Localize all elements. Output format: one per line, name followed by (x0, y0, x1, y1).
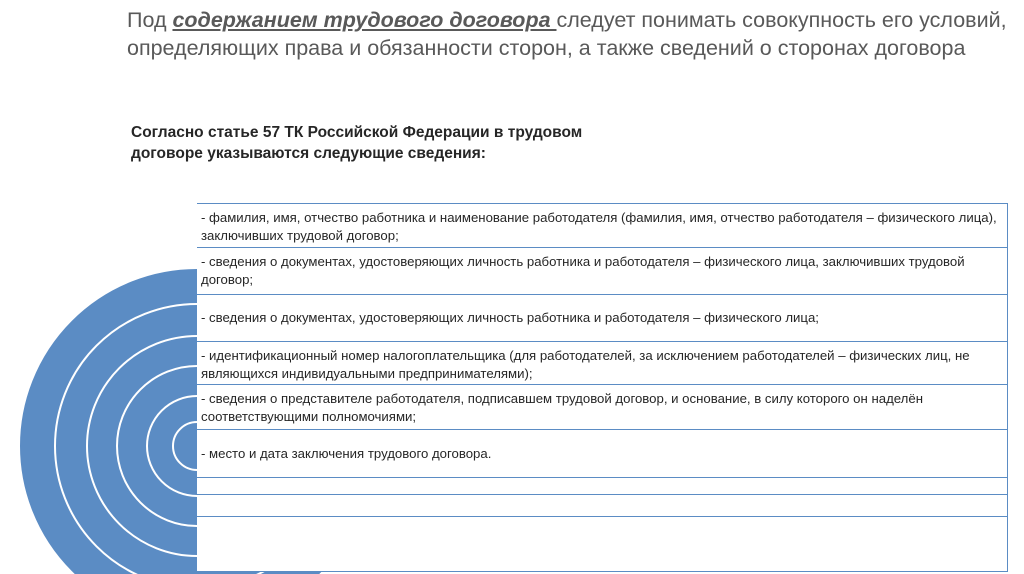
list-item (197, 341, 1008, 384)
item-text: - идентификационный номер налогоплательщика (для работодателей, за исключением работодателей – физических лиц, не являющихся индивидуальными предпринимателями); (201, 348, 970, 381)
title-prefix: Под (127, 8, 173, 32)
slide-subtitle: Согласно статье 57 ТК Российской Федерации в трудовом договоре указываются следующие сведения: (131, 124, 583, 162)
list-item (197, 477, 1008, 494)
item-text: - сведения о представителе работодателя, подписавшем трудовой договор, и основание, в силу которого он наделён соответствующими полномочиями; (201, 391, 923, 424)
title-emphasis: содержанием трудового договора (172, 8, 557, 32)
item-text: - место и дата заключения трудового договора. (201, 445, 492, 461)
item-text: - сведения о документах, удостоверяющих личность работника и работодателя – физического лица; (201, 310, 819, 325)
list-item (197, 247, 1008, 294)
item-text: - фамилия, имя, отчество работника и наименование работодателя (фамилия, имя, отчество работодателя – физического лица), заключивших трудовой договор; (201, 210, 997, 243)
list-item (197, 494, 1008, 516)
title-suffix: следует понимать совокупность его условий, определяющих права и обязанности сторон, а также сведений о сторонах договора (127, 8, 1007, 60)
list-item (197, 429, 1008, 477)
list-item (197, 516, 1008, 572)
list-item (197, 294, 1008, 341)
list-item (197, 203, 1008, 247)
list-item (197, 384, 1008, 429)
item-text: - сведения о документах, удостоверяющих личность работника и работодателя – физического лица, заключивших трудовой договор; (201, 254, 965, 287)
